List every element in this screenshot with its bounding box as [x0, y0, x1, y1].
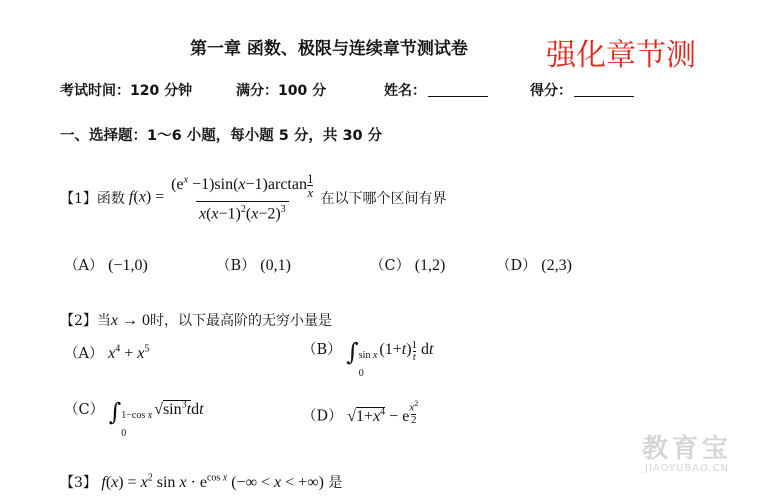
q1-option-b[interactable]: （B） (0,1)	[216, 257, 291, 274]
watermark-logo	[632, 428, 742, 474]
question-1	[60, 172, 446, 223]
red-stamp-text: 强化章节测	[546, 38, 696, 73]
question-3: 【3】 $f(x) = x^2$ $\sin x \cdot e^{cos x}$ (−∞ < x < +∞) 是	[60, 472, 343, 491]
question-1-suffix: 在以下哪个区间有界	[320, 190, 447, 207]
q2-option-a[interactable]: （A） $x^4 + x^5$	[64, 343, 150, 362]
q2-option-b[interactable]: （B） ∫ sin x 0 (1+t) $\frac{1}{t}$ dt	[302, 338, 434, 379]
name-field[interactable]	[384, 80, 488, 100]
score-blank[interactable]	[574, 84, 634, 97]
name-blank[interactable]	[428, 84, 488, 97]
exam-time: 考试时间：120 分钟	[60, 83, 193, 99]
question-2-limit: x	[110, 312, 119, 329]
score-field[interactable]	[530, 80, 634, 100]
watermark-text: 教育宝	[641, 434, 732, 464]
q2-option-d[interactable]: （D） $√1+x^4 - e$ $\frac{x^2}{2}$	[302, 399, 419, 426]
question-2-number: 【2】	[60, 313, 97, 329]
section-heading: 一、选择题：1～6 小题，每小题 5 分，共 30 分	[60, 128, 383, 144]
q2-option-c[interactable]: （C） ∫ 1−cos x 0 $√\sin^3tdt$	[64, 398, 204, 439]
question-1-number: 【1】	[60, 190, 97, 207]
q1-option-c[interactable]: （C） (1,2)	[370, 257, 446, 274]
full-score: 满分：100 分	[236, 83, 327, 99]
q1-option-d[interactable]: （D） (2,3)	[496, 257, 572, 274]
question-1-prefix: 函数	[96, 190, 125, 207]
question-2-text-a: 当	[96, 313, 111, 329]
q1-option-a[interactable]: （A） (−1,0)	[64, 257, 148, 274]
question-1-formula: f(x) = $(e^x -1)\sin(x-1)\arctan$ $\frac{1}{x}$ $x(x-1)^2(x-2)^3$	[128, 171, 314, 223]
name-label: 姓名：	[384, 83, 426, 99]
watermark-domain: JIAOYUBAO.CN	[645, 463, 729, 474]
question-3-number: 【3】	[60, 475, 97, 491]
question-2: 【2】当x → 0时，以下最高阶的无穷小量是	[60, 312, 333, 329]
question-3-suffix: 是	[328, 475, 343, 491]
score-label: 得分：	[530, 83, 572, 99]
question-2-text-b: 时，以下最高阶的无穷小量是	[150, 313, 333, 329]
document-title: 第一章 函数、极限与连续章节测试卷	[190, 39, 468, 59]
